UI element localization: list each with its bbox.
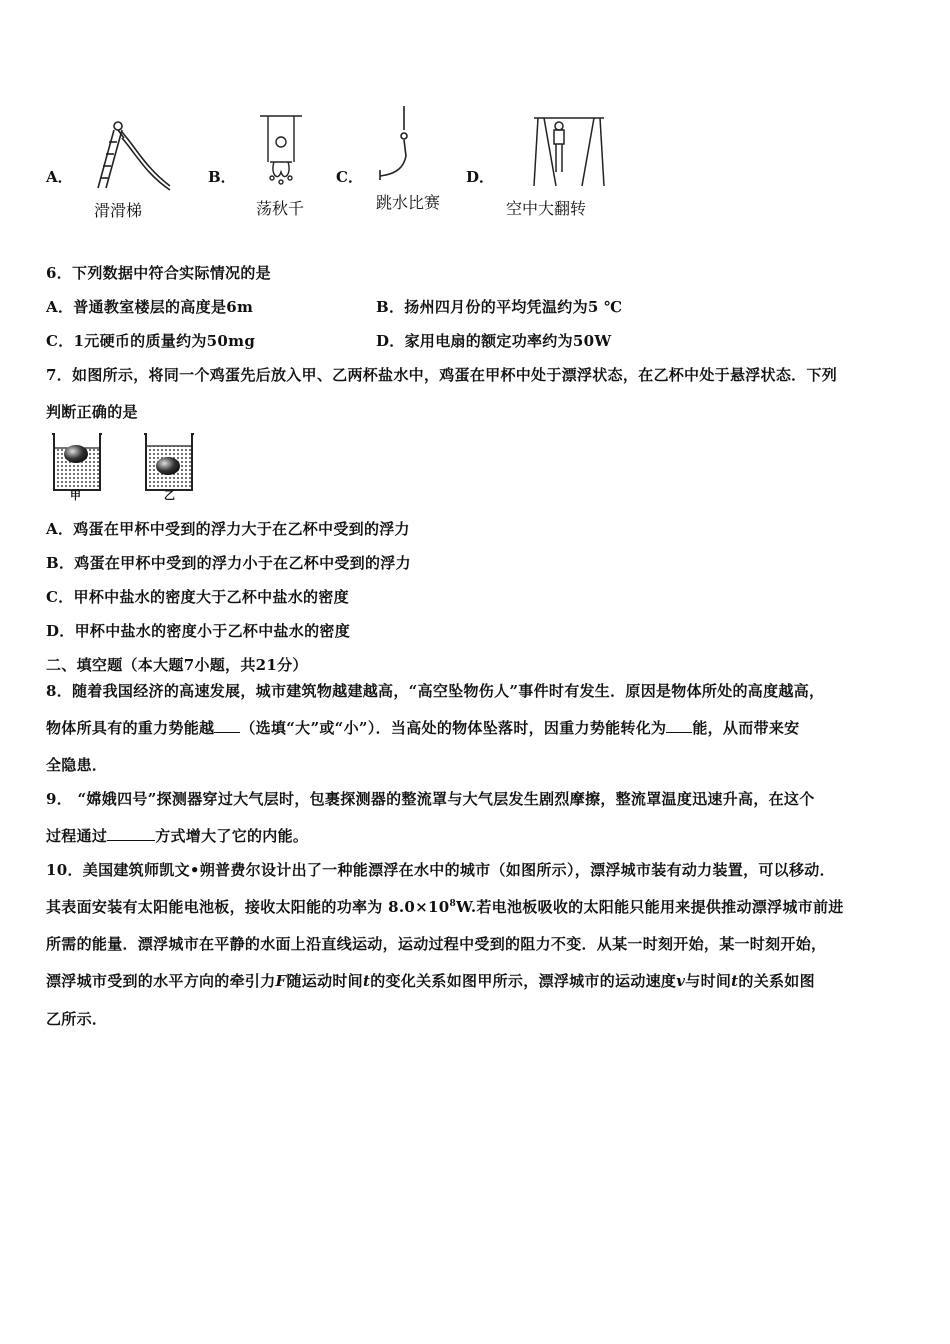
option-c-label: C．: [336, 168, 363, 186]
q8-blank-1[interactable]: [214, 718, 240, 733]
q7-stem-line1: 7．如图所示，将同一个鸡蛋先后放入甲、乙两杯盐水中，鸡蛋在甲杯中处于漂浮状态，在乙杯中处于悬浮状态．下列: [46, 366, 838, 384]
q9-line1: 9． “嫦娥四号”探测器穿过大气层时，包裹探测器的整流罩与大气层发生剧烈摩擦，整流罩温度迅速升高，在这个: [46, 790, 815, 808]
q10-line2: [46, 896, 844, 917]
q6-option-b: B．扬州四月份的平均凭温约为5 ℃: [376, 298, 623, 316]
q8-line2-part3: 能，从而带来安: [692, 719, 800, 737]
q9-line2: [46, 825, 308, 846]
q9-blank[interactable]: [107, 826, 155, 841]
option-b-caption: 荡秋千: [256, 199, 305, 218]
q10-line4-part5: 的关系如图: [738, 972, 815, 990]
section-2-heading: 二、填空题（本大题7小题，共21分）: [46, 656, 308, 674]
cup-yi-illustration: [140, 432, 198, 494]
q8-blank-2[interactable]: [666, 718, 692, 733]
q10-var-F: F: [275, 972, 287, 990]
q6-option-c: C．1元硬币的质量约为50mg: [46, 332, 256, 350]
cup-yi-label: 乙: [164, 489, 175, 502]
option-a-caption: 滑滑梯: [94, 201, 143, 220]
q8-line1: 8．随着我国经济的高速发展，城市建筑物越建越高，“高空坠物伤人”事件时有发生．原因是物体所处的高度越高，: [46, 682, 825, 700]
cup-jia-label: 甲: [70, 489, 81, 502]
q7-option-d: D．甲杯中盐水的密度小于乙杯中盐水的密度: [46, 622, 351, 640]
option-a-label: A．: [46, 168, 73, 186]
option-c-caption: 跳水比赛: [376, 193, 441, 212]
q10-line5: 乙所示．: [46, 1010, 108, 1028]
q9-line2-part2: 方式增大了它的内能。: [155, 827, 309, 845]
q9-line2-part1: 过程通过: [46, 827, 108, 845]
q7-option-b: B．鸡蛋在甲杯中受到的浮力小于在乙杯中受到的浮力: [46, 554, 411, 572]
diving-illustration: [376, 104, 420, 184]
cup-jia-illustration: [48, 432, 106, 494]
q8-line2: [46, 717, 799, 738]
q10-line4-part1: 漂浮城市受到的水平方向的牵引力: [46, 972, 276, 990]
q10-line4: [46, 970, 815, 991]
q10-var-v: v: [676, 972, 686, 990]
q7-option-c: C．甲杯中盐水的密度大于乙杯中盐水的密度: [46, 588, 349, 606]
q6-option-a: A．普通教室楼层的高度是6m: [46, 298, 254, 316]
q6-stem: 6．下列数据中符合实际情况的是: [46, 264, 271, 282]
q7-option-a: A．鸡蛋在甲杯中受到的浮力大于在乙杯中受到的浮力: [46, 520, 410, 538]
q10-var-t2: t: [731, 972, 739, 990]
q10-line4-part4: 与时间: [685, 972, 732, 990]
q8-line2-part2: （选填“大”或“小”）．当高处的物体坠落时，因重力势能转化为: [240, 719, 667, 737]
q6-option-d: D．家用电扇的额定功率约为50W: [376, 332, 612, 350]
high-bar-illustration: [530, 112, 608, 188]
option-d-label: D．: [466, 168, 495, 186]
q10-line1: 10．美国建筑师凯文•朔普费尔设计出了一种能漂浮在水中的城市（如图所示），漂浮城市装有动力装置，可以移动．: [46, 861, 835, 879]
q10-line3: 所需的能量．漂浮城市在平静的水面上沿直线运动，运动过程中受到的阻力不变．从某一时刻开始，某一时刻开始，: [46, 935, 827, 953]
slide-illustration: [84, 118, 176, 194]
q8-line2-part1: 物体所具有的重力势能越: [46, 719, 215, 737]
q10-line4-part2: 随运动时间: [286, 972, 363, 990]
q10-exponent: 8: [449, 899, 457, 909]
q7-stem-line2: 判断正确的是: [46, 403, 138, 421]
option-b-label: B．: [208, 168, 236, 186]
q10-line4-part3: 的变化关系如图甲所示，漂浮城市的运动速度: [370, 972, 677, 990]
q10-var-t: t: [362, 972, 371, 990]
option-d-caption: 空中大翻转: [506, 199, 587, 218]
q10-line2-part1: 其表面安装有太阳能电池板，接收太阳能的功率为 8.0×10: [46, 898, 450, 916]
swing-illustration: [256, 112, 306, 188]
q10-line2-part2: W.若电池板吸收的太阳能只能用来提供推动漂浮城市前进: [456, 898, 844, 916]
q8-line3: 全隐患．: [46, 756, 108, 774]
